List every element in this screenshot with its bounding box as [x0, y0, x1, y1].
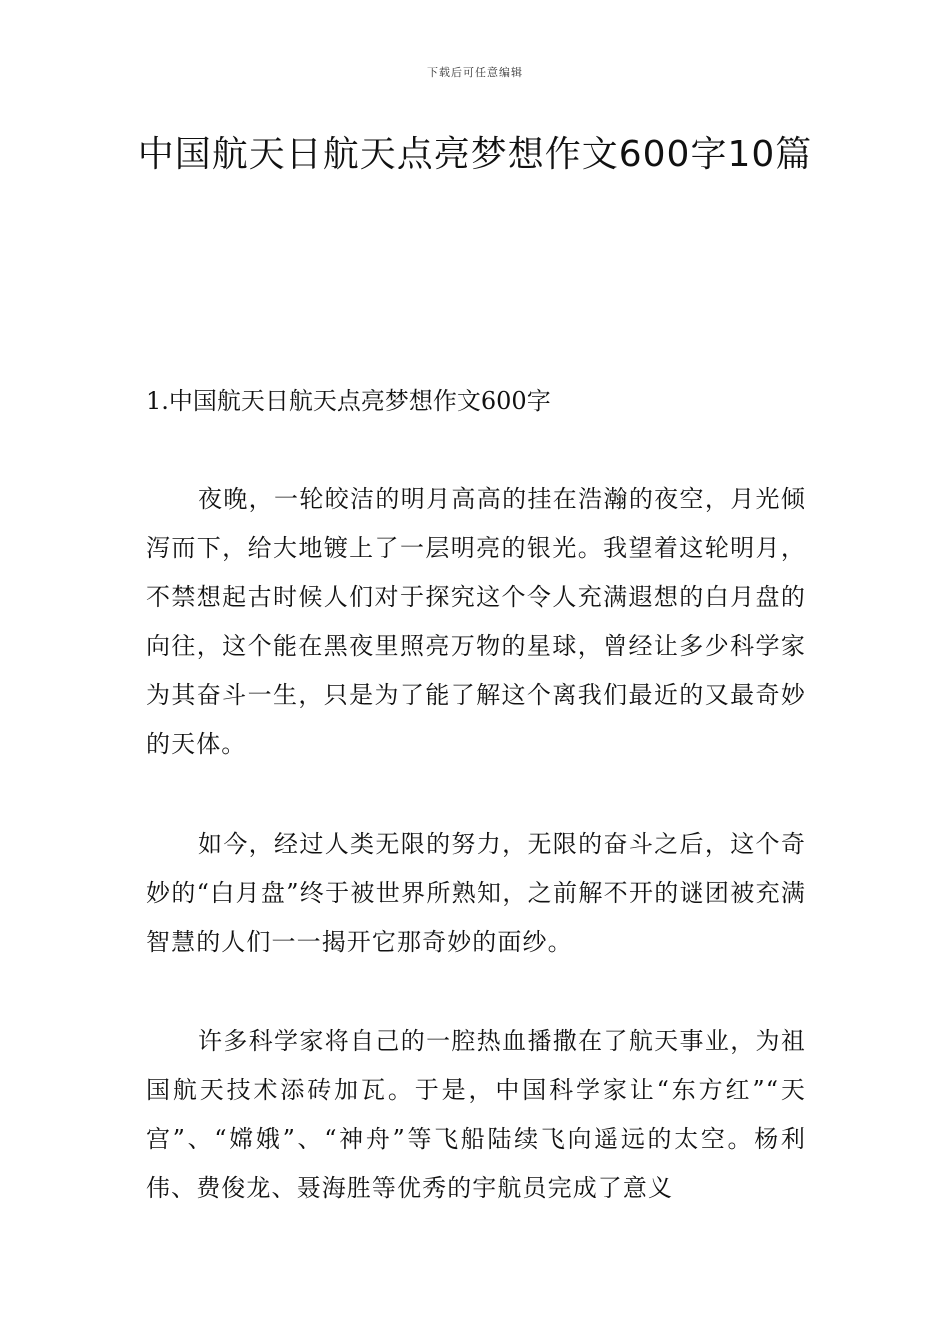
paragraph-text: 夜晚，一轮皎洁的明月高高的挂在浩瀚的夜空，月光倾泻而下，给大地镀上了一层明亮的银光。我望着这轮明月，不禁想起古时候人们对于探究这个令人充满遐想的白月盘的向往，这个能在黑夜里照亮万物的星球，曾经让多少科学家为其奋斗一生，只是为了能了解这个离我们最近的又最奇妙的天体。	[146, 485, 806, 758]
paragraph-1	[146, 475, 806, 769]
header-note: 下载后可任意编辑	[427, 66, 523, 79]
paragraph-text: 许多科学家将自己的一腔热血播撒在了航天事业，为祖国航天技术添砖加瓦。于是，中国科学家让“东方红”“天宫”、“嫦娥”、“神舟”等飞船陆续飞向遥远的太空。杨利伟、费俊龙、聂海胜等优秀的宇航员完成了意义	[146, 1027, 806, 1202]
document-title: 中国航天日航天点亮梦想作文600字10篇	[137, 134, 813, 175]
paragraph-2	[146, 820, 806, 967]
section-heading: 1.中国航天日航天点亮梦想作文600字	[146, 387, 551, 415]
paragraph-text: 如今，经过人类无限的努力，无限的奋斗之后，这个奇妙的“白月盘”终于被世界所熟知，之前解不开的谜团被充满智慧的人们一一揭开它那奇妙的面纱。	[146, 830, 806, 956]
paragraph-3	[146, 1017, 806, 1213]
